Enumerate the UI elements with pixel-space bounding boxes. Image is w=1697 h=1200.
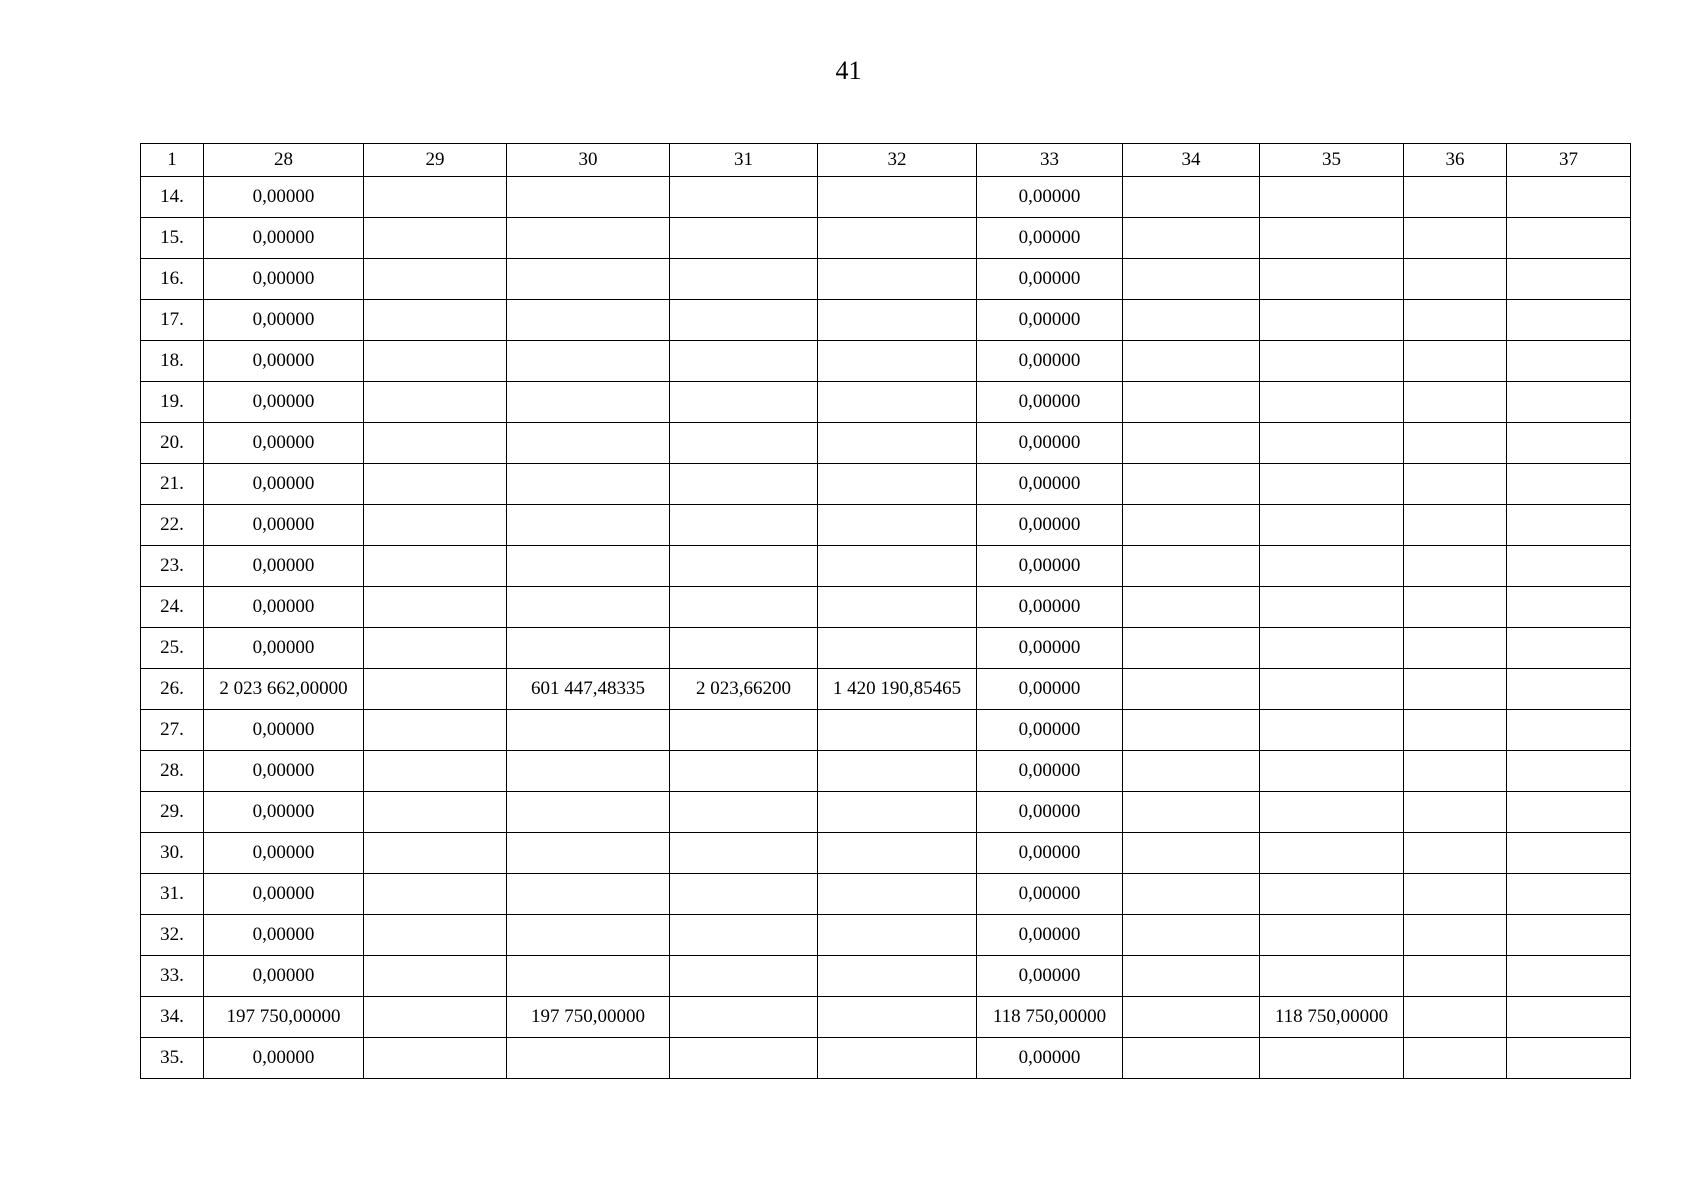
table-cell <box>1507 874 1631 915</box>
table-cell <box>670 915 818 956</box>
table-cell <box>507 792 670 833</box>
table-cell <box>1404 751 1507 792</box>
table-cell <box>1404 669 1507 710</box>
table-cell <box>1404 259 1507 300</box>
table-cell <box>1507 1038 1631 1079</box>
table-cell: 0,00000 <box>977 587 1123 628</box>
column-header: 1 <box>141 144 204 177</box>
table-cell: 197 750,00000 <box>507 997 670 1038</box>
table-row <box>141 628 1631 669</box>
table-cell <box>1260 792 1404 833</box>
table-cell <box>1507 546 1631 587</box>
table-cell: 0,00000 <box>977 423 1123 464</box>
table-cell: 0,00000 <box>977 628 1123 669</box>
row-number-cell: 14. <box>141 177 204 218</box>
table-cell <box>1404 177 1507 218</box>
table-cell <box>1404 382 1507 423</box>
table-cell <box>1507 300 1631 341</box>
table-row <box>141 505 1631 546</box>
table-row <box>141 915 1631 956</box>
table-cell <box>364 423 507 464</box>
table-cell <box>1507 505 1631 546</box>
table-cell <box>1507 628 1631 669</box>
table-cell <box>507 300 670 341</box>
table-row <box>141 341 1631 382</box>
table-cell <box>1404 464 1507 505</box>
table-cell: 0,00000 <box>977 505 1123 546</box>
table-row <box>141 751 1631 792</box>
table-cell: 0,00000 <box>204 341 364 382</box>
table-cell <box>1507 464 1631 505</box>
table-cell <box>507 1038 670 1079</box>
table-cell: 0,00000 <box>204 177 364 218</box>
table-cell <box>364 300 507 341</box>
column-header: 30 <box>507 144 670 177</box>
table-cell <box>1260 628 1404 669</box>
table-cell: 0,00000 <box>204 956 364 997</box>
table-cell <box>1507 997 1631 1038</box>
table-cell <box>1260 259 1404 300</box>
table-cell <box>507 915 670 956</box>
table-cell <box>1404 915 1507 956</box>
table-cell <box>670 218 818 259</box>
table-cell <box>1260 956 1404 997</box>
table-cell <box>507 259 670 300</box>
table-cell <box>818 874 977 915</box>
row-number-cell: 27. <box>141 710 204 751</box>
table-cell <box>1260 546 1404 587</box>
table-row <box>141 792 1631 833</box>
column-header: 31 <box>670 144 818 177</box>
table-cell <box>670 751 818 792</box>
table-row <box>141 177 1631 218</box>
table-cell <box>507 341 670 382</box>
row-number-cell: 29. <box>141 792 204 833</box>
table-cell: 0,00000 <box>977 341 1123 382</box>
table-cell <box>818 956 977 997</box>
table-row <box>141 710 1631 751</box>
table-cell <box>818 792 977 833</box>
table-cell <box>1123 792 1260 833</box>
table-row <box>141 423 1631 464</box>
table-cell <box>818 833 977 874</box>
table-cell <box>670 177 818 218</box>
column-header: 29 <box>364 144 507 177</box>
table-cell <box>1507 177 1631 218</box>
table-cell: 118 750,00000 <box>977 997 1123 1038</box>
table-cell <box>818 218 977 259</box>
table-cell <box>364 915 507 956</box>
table-cell <box>1404 505 1507 546</box>
row-number-cell: 18. <box>141 341 204 382</box>
table-cell <box>364 341 507 382</box>
row-number-cell: 16. <box>141 259 204 300</box>
table-cell <box>670 300 818 341</box>
table-cell: 0,00000 <box>204 874 364 915</box>
table-cell <box>1123 710 1260 751</box>
table-cell: 0,00000 <box>204 710 364 751</box>
table-row <box>141 669 1631 710</box>
table-cell: 0,00000 <box>204 464 364 505</box>
table-cell <box>364 1038 507 1079</box>
row-number-cell: 22. <box>141 505 204 546</box>
row-number-cell: 25. <box>141 628 204 669</box>
table-row <box>141 259 1631 300</box>
table-cell <box>818 259 977 300</box>
table-cell <box>507 464 670 505</box>
column-header: 35 <box>1260 144 1404 177</box>
column-header: 32 <box>818 144 977 177</box>
table-cell <box>364 546 507 587</box>
table-cell <box>670 833 818 874</box>
table-cell <box>670 423 818 464</box>
table-cell <box>1260 669 1404 710</box>
table-cell <box>1260 833 1404 874</box>
table-cell <box>507 956 670 997</box>
row-number-cell: 30. <box>141 833 204 874</box>
table-cell <box>1123 505 1260 546</box>
table-cell <box>1260 710 1404 751</box>
table-cell <box>1507 423 1631 464</box>
table-cell <box>364 751 507 792</box>
table-cell <box>364 587 507 628</box>
column-header: 36 <box>1404 144 1507 177</box>
table-cell <box>818 997 977 1038</box>
table-cell <box>1260 874 1404 915</box>
table-row <box>141 997 1631 1038</box>
table-cell: 197 750,00000 <box>204 997 364 1038</box>
table-cell: 0,00000 <box>977 546 1123 587</box>
table-cell <box>364 833 507 874</box>
table-cell <box>1123 956 1260 997</box>
table-cell <box>670 505 818 546</box>
table-cell <box>1260 382 1404 423</box>
table-cell: 0,00000 <box>204 792 364 833</box>
table-cell <box>670 628 818 669</box>
table-cell <box>364 669 507 710</box>
table-row <box>141 464 1631 505</box>
table-cell <box>507 710 670 751</box>
table-cell: 0,00000 <box>977 792 1123 833</box>
table-cell <box>818 382 977 423</box>
table-cell <box>1123 1038 1260 1079</box>
table-cell <box>1404 587 1507 628</box>
table-cell: 2 023,66200 <box>670 669 818 710</box>
column-header: 34 <box>1123 144 1260 177</box>
column-header: 28 <box>204 144 364 177</box>
table-cell <box>507 546 670 587</box>
table-cell <box>1507 833 1631 874</box>
table-cell: 0,00000 <box>204 546 364 587</box>
row-number-cell: 23. <box>141 546 204 587</box>
table-cell <box>818 546 977 587</box>
column-header: 33 <box>977 144 1123 177</box>
table-cell <box>1260 464 1404 505</box>
table-cell <box>364 464 507 505</box>
table-cell <box>818 751 977 792</box>
row-number-cell: 21. <box>141 464 204 505</box>
table-cell <box>1260 341 1404 382</box>
table-cell <box>364 259 507 300</box>
table-cell <box>1507 587 1631 628</box>
table-cell <box>818 505 977 546</box>
table-cell <box>670 956 818 997</box>
table-cell <box>1123 218 1260 259</box>
table-row <box>141 382 1631 423</box>
table-cell <box>1507 218 1631 259</box>
table-cell <box>1507 669 1631 710</box>
table-cell <box>364 997 507 1038</box>
table-cell <box>507 177 670 218</box>
table-cell <box>1260 751 1404 792</box>
table-row <box>141 218 1631 259</box>
table-cell <box>1123 751 1260 792</box>
table-cell: 0,00000 <box>977 751 1123 792</box>
table-cell <box>818 1038 977 1079</box>
row-number-cell: 28. <box>141 751 204 792</box>
table-cell <box>1404 423 1507 464</box>
table-cell <box>1507 751 1631 792</box>
table-cell <box>670 587 818 628</box>
table-cell <box>1123 669 1260 710</box>
table-cell <box>1507 341 1631 382</box>
table-cell <box>1260 587 1404 628</box>
table-cell: 0,00000 <box>977 177 1123 218</box>
table-row <box>141 300 1631 341</box>
page-number: 41 <box>835 56 862 85</box>
table-cell: 0,00000 <box>204 382 364 423</box>
table-cell <box>1404 300 1507 341</box>
table-cell: 601 447,48335 <box>507 669 670 710</box>
table-cell: 0,00000 <box>977 669 1123 710</box>
table-cell: 0,00000 <box>977 300 1123 341</box>
table-cell: 0,00000 <box>204 833 364 874</box>
table-cell <box>1123 464 1260 505</box>
table-cell <box>818 710 977 751</box>
table-cell <box>1123 341 1260 382</box>
table-body <box>141 177 1631 1079</box>
table-cell <box>1260 300 1404 341</box>
table-cell <box>1404 997 1507 1038</box>
table-row <box>141 587 1631 628</box>
table-row <box>141 1038 1631 1079</box>
table-cell <box>507 505 670 546</box>
table-cell <box>1123 423 1260 464</box>
table-cell: 0,00000 <box>977 956 1123 997</box>
table-cell: 0,00000 <box>204 300 364 341</box>
table-cell <box>507 587 670 628</box>
table-cell <box>1123 259 1260 300</box>
table-cell <box>670 1038 818 1079</box>
table-cell <box>670 259 818 300</box>
table-cell <box>364 874 507 915</box>
table-cell <box>1404 218 1507 259</box>
table-cell <box>670 546 818 587</box>
table-cell <box>818 300 977 341</box>
table-cell <box>507 628 670 669</box>
table-cell <box>1404 792 1507 833</box>
table-cell: 0,00000 <box>977 218 1123 259</box>
table-cell: 0,00000 <box>977 710 1123 751</box>
table-cell <box>818 587 977 628</box>
table-cell <box>507 833 670 874</box>
table-cell <box>1123 997 1260 1038</box>
row-number-cell: 17. <box>141 300 204 341</box>
table-cell <box>1260 177 1404 218</box>
table-cell <box>670 464 818 505</box>
table-cell <box>1123 382 1260 423</box>
row-number-cell: 31. <box>141 874 204 915</box>
table-cell: 0,00000 <box>204 423 364 464</box>
table-header <box>141 144 1631 177</box>
table-cell <box>1404 1038 1507 1079</box>
table-cell <box>1260 505 1404 546</box>
table-cell: 0,00000 <box>204 505 364 546</box>
data-table <box>140 143 1631 1079</box>
table-cell <box>818 423 977 464</box>
table-row <box>141 874 1631 915</box>
table-cell: 0,00000 <box>204 915 364 956</box>
table-cell: 0,00000 <box>977 915 1123 956</box>
table-cell <box>1123 546 1260 587</box>
table-cell <box>818 177 977 218</box>
table-cell <box>1123 915 1260 956</box>
table-cell <box>1404 833 1507 874</box>
table-cell <box>507 423 670 464</box>
table-cell <box>1507 382 1631 423</box>
table-cell <box>364 792 507 833</box>
table-cell <box>1404 341 1507 382</box>
table-cell: 0,00000 <box>977 874 1123 915</box>
table-cell <box>670 710 818 751</box>
table-cell <box>507 874 670 915</box>
table-cell <box>1507 915 1631 956</box>
table-cell: 1 420 190,85465 <box>818 669 977 710</box>
table-cell: 118 750,00000 <box>1260 997 1404 1038</box>
table-cell: 0,00000 <box>204 1038 364 1079</box>
table-cell: 0,00000 <box>204 218 364 259</box>
row-number-cell: 35. <box>141 1038 204 1079</box>
table-row <box>141 833 1631 874</box>
row-number-cell: 26. <box>141 669 204 710</box>
table-cell <box>818 915 977 956</box>
table-cell <box>364 177 507 218</box>
table-cell: 0,00000 <box>977 259 1123 300</box>
table-cell <box>1507 956 1631 997</box>
table-cell <box>1507 259 1631 300</box>
table-cell <box>1260 1038 1404 1079</box>
table-cell <box>1123 300 1260 341</box>
table-cell <box>1404 546 1507 587</box>
table-cell <box>1507 792 1631 833</box>
table-cell <box>818 464 977 505</box>
column-header: 37 <box>1507 144 1631 177</box>
row-number-cell: 33. <box>141 956 204 997</box>
table-cell <box>670 874 818 915</box>
row-number-cell: 24. <box>141 587 204 628</box>
table-cell: 0,00000 <box>977 382 1123 423</box>
table-cell <box>670 341 818 382</box>
table-cell <box>670 997 818 1038</box>
table-cell <box>1260 423 1404 464</box>
table-cell: 0,00000 <box>977 1038 1123 1079</box>
row-number-cell: 34. <box>141 997 204 1038</box>
table-cell <box>1123 587 1260 628</box>
table-cell <box>1123 177 1260 218</box>
table-cell: 0,00000 <box>977 464 1123 505</box>
table-cell: 2 023 662,00000 <box>204 669 364 710</box>
table-cell <box>670 382 818 423</box>
table-cell <box>1123 874 1260 915</box>
table-cell <box>1260 915 1404 956</box>
table-cell <box>507 382 670 423</box>
table-cell <box>364 710 507 751</box>
table-cell <box>507 218 670 259</box>
table-cell <box>1404 956 1507 997</box>
table-cell <box>670 792 818 833</box>
table-cell <box>1404 710 1507 751</box>
table-row <box>141 546 1631 587</box>
table-cell <box>818 341 977 382</box>
row-number-cell: 32. <box>141 915 204 956</box>
row-number-cell: 15. <box>141 218 204 259</box>
row-number-cell: 20. <box>141 423 204 464</box>
table-cell <box>364 218 507 259</box>
table-cell: 0,00000 <box>204 587 364 628</box>
row-number-cell: 19. <box>141 382 204 423</box>
table-cell: 0,00000 <box>977 833 1123 874</box>
table-cell <box>507 751 670 792</box>
table-cell <box>1507 710 1631 751</box>
table-cell <box>364 505 507 546</box>
table-cell: 0,00000 <box>204 628 364 669</box>
table-cell <box>818 628 977 669</box>
table-cell <box>1123 628 1260 669</box>
table-cell <box>364 382 507 423</box>
table-row <box>141 956 1631 997</box>
table-cell <box>364 956 507 997</box>
table-cell <box>1123 833 1260 874</box>
table-cell: 0,00000 <box>204 751 364 792</box>
table-cell <box>1404 628 1507 669</box>
table-cell <box>364 628 507 669</box>
table-cell <box>1260 218 1404 259</box>
table-cell: 0,00000 <box>204 259 364 300</box>
table-cell <box>1404 874 1507 915</box>
header-row <box>141 144 1631 177</box>
